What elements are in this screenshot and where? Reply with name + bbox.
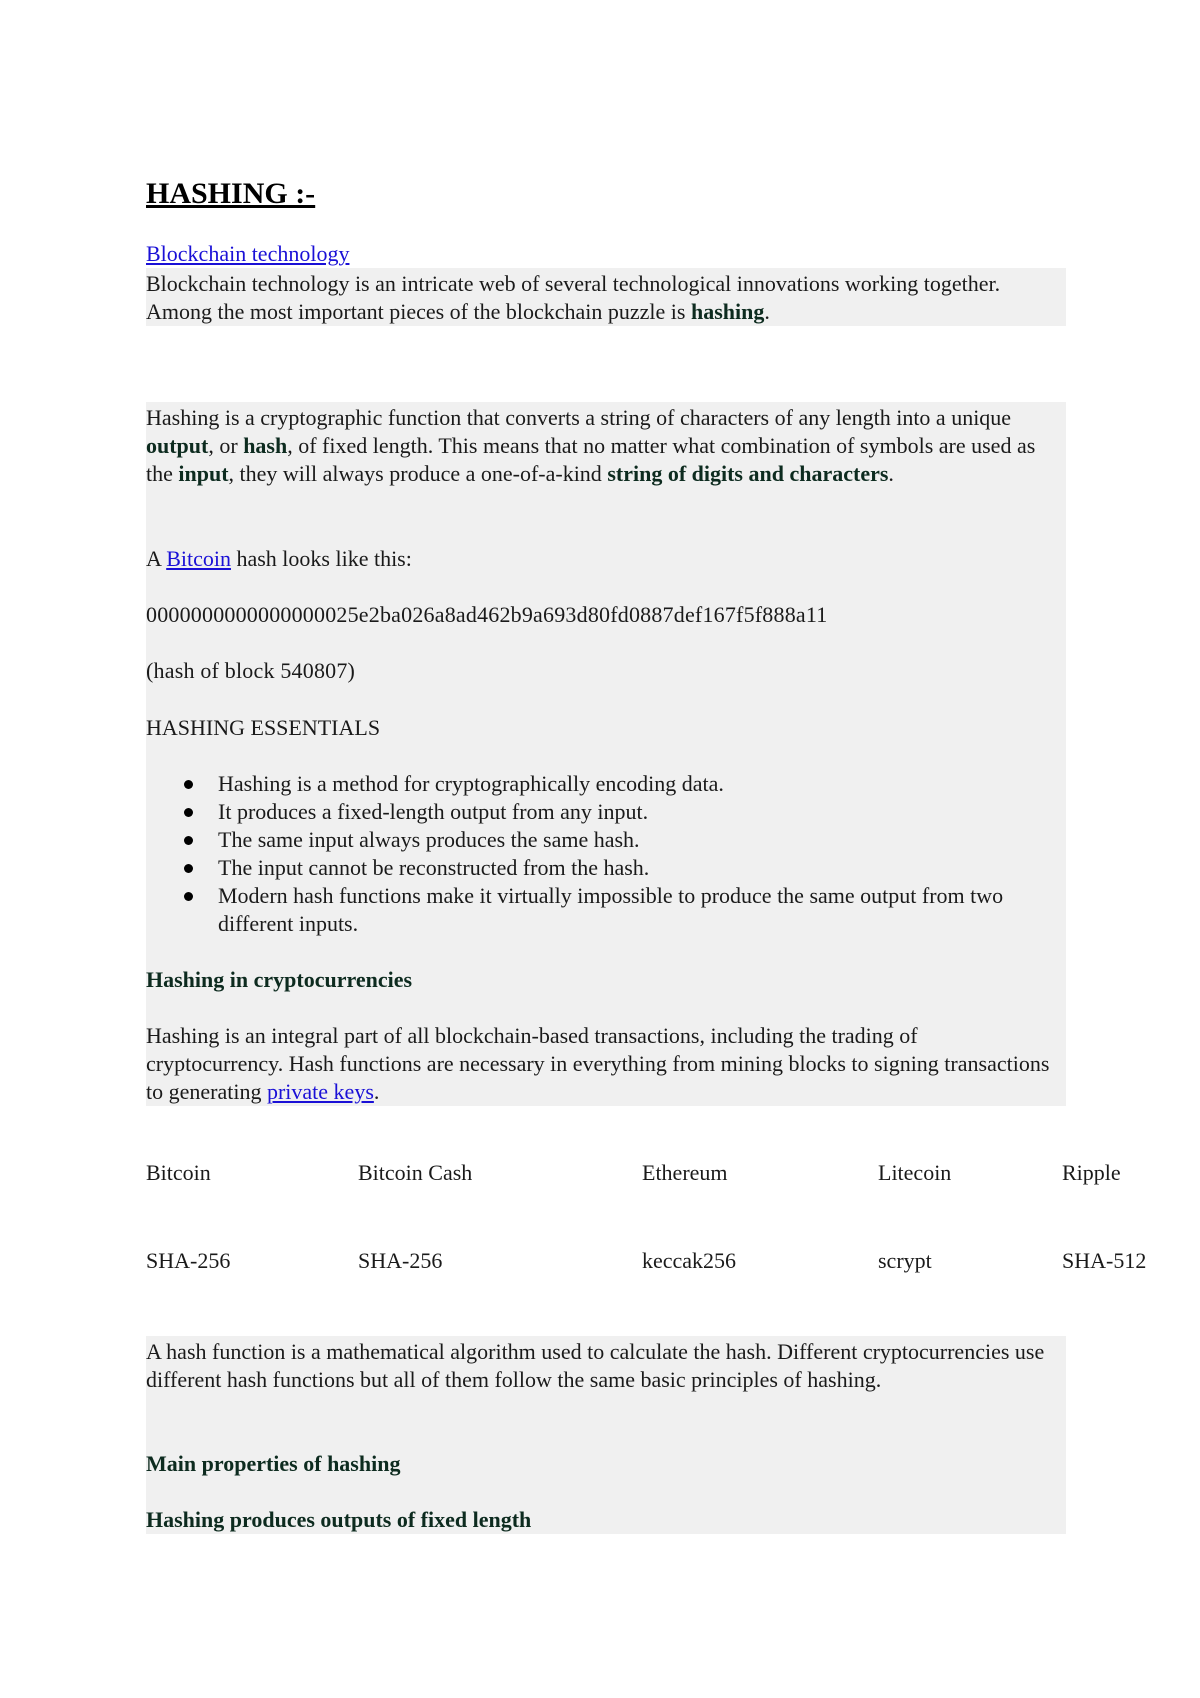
bitcoin-hash-prefix: A xyxy=(146,546,167,571)
definition-text: , they will always produce a one-of-a-kind xyxy=(228,461,608,486)
list-item: The same input always produces the same hash. xyxy=(146,826,1056,854)
definition-text-end: . xyxy=(888,461,894,486)
table-cell-algorithm: SHA-256 xyxy=(358,1248,443,1273)
table-cell-algorithm: keccak256 xyxy=(642,1248,737,1273)
properties-heading: Main properties of hashing xyxy=(146,1451,401,1476)
bitcoin-hash-value: 0000000000000000025e2ba026a8ad462b9a693d80fd0887def167f5f888a11 xyxy=(146,602,828,627)
hash-function-paragraph: A hash function is a mathematical algorithm used to calculate the hash. Different cryptocurrencies use different hash functions but all of them follow the same basic principles of hashing. xyxy=(146,1339,1045,1392)
definition-paragraph xyxy=(146,404,1056,488)
intro-text: Blockchain technology is an intricate web of several technological innovations working together. Among the most important pieces of the blockchain puzzle is xyxy=(146,271,1001,324)
bitcoin-hash-intro xyxy=(146,545,1056,573)
definition-text: , or xyxy=(208,433,244,458)
list-item: The input cannot be reconstructed from the hash. xyxy=(146,854,1056,882)
intro-bold: hashing xyxy=(690,299,765,324)
definition-bold-input: input xyxy=(178,461,229,486)
blockchain-technology-link[interactable]: Blockchain technology xyxy=(146,241,350,266)
bitcoin-link[interactable]: Bitcoin xyxy=(166,546,231,571)
essentials-heading: HASHING ESSENTIALS xyxy=(146,715,381,740)
crypto-paragraph xyxy=(146,1022,1056,1106)
crypto-heading: Hashing in cryptocurrencies xyxy=(146,967,413,992)
bitcoin-hash-caption: (hash of block 540807) xyxy=(146,658,356,683)
essentials-list xyxy=(146,770,1056,938)
definition-bold-output: output xyxy=(146,433,209,458)
crypto-text: Hashing is an integral part of all blockchain-based transactions, including the trading of cryptocurrency. Hash functions are necessary in everything from mining blocks to signing transactions to generating xyxy=(146,1023,1050,1104)
intro-paragraph xyxy=(146,270,1056,326)
list-item: Modern hash functions make it virtually impossible to produce the same output from two different inputs. xyxy=(146,882,1056,938)
private-keys-link[interactable]: private keys xyxy=(266,1079,374,1104)
properties-subheading: Hashing produces outputs of fixed length xyxy=(146,1507,532,1532)
definition-text: Hashing is a cryptographic function that converts a string of characters of any length into a unique xyxy=(146,405,1012,430)
definition-bold-string: string of digits and characters xyxy=(607,461,889,486)
list-item: It produces a fixed-length output from any input. xyxy=(146,798,1056,826)
table-cell-coin: Bitcoin xyxy=(146,1160,211,1185)
definition-text: , of fixed length. This means that no matter what combination of symbols are used as the xyxy=(146,433,1036,486)
table-row xyxy=(146,1246,1156,1276)
page-title: HASHING :- xyxy=(146,177,316,210)
table-row xyxy=(146,1158,1156,1188)
table-cell-coin: Bitcoin Cash xyxy=(358,1160,473,1185)
table-cell-algorithm: SHA-512 xyxy=(1062,1248,1147,1273)
list-item: Hashing is a method for cryptographically encoding data. xyxy=(146,770,1056,798)
intro-text-end: . xyxy=(764,299,770,324)
table-cell-algorithm: scrypt xyxy=(878,1248,932,1273)
crypto-text-end: . xyxy=(373,1079,380,1104)
definition-bold-hash: hash xyxy=(243,433,288,458)
table-cell-algorithm: SHA-256 xyxy=(146,1248,231,1273)
table-cell-coin: Litecoin xyxy=(878,1160,952,1185)
table-cell-coin: Ethereum xyxy=(642,1160,728,1185)
table-cell-coin: Ripple xyxy=(1062,1160,1121,1185)
bitcoin-hash-suffix: hash looks like this: xyxy=(230,546,412,571)
